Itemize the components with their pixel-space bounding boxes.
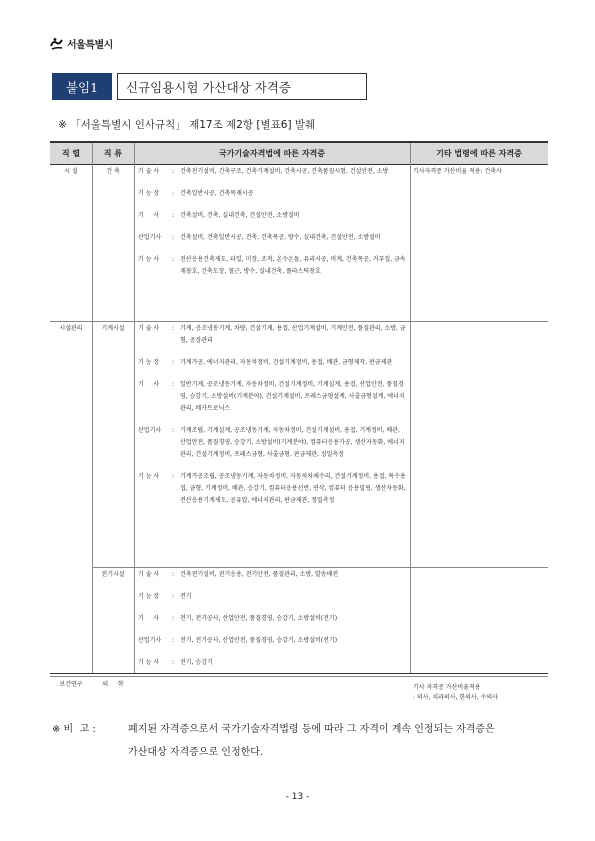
header-other: 기타 법령에 따른 자격증 bbox=[436, 149, 522, 158]
series-cell: 시 설 bbox=[64, 168, 78, 175]
cert-entry: 기 능 사 : 전기, 승강기 bbox=[138, 659, 213, 666]
other-cert-cell bbox=[413, 683, 545, 703]
series-cell: 보건연구 bbox=[59, 681, 83, 688]
cert-entry: 기 사 : 일반기계, 공조냉동기계, 자동차정비, 건설기계정비, 기계설계, 용접, 산업안전, 품질경영, 승강기, 소방설비(기계분야), 건설기계설비, 프레스금형설계, 사출금형설계, 에너지관리, 메카트로닉스 bbox=[138, 381, 405, 412]
seoul-logo bbox=[50, 36, 113, 51]
cert-entry: 기 능 사 : 기계가공조립, 공조냉동기계, 자동차정비, 자동차차체수리, 건설기계정비, 용접, 특수용접, 금형, 기계정비, 배관, 승강기, 컴퓨터응용선반, 연삭, 컴퓨터 응용밀링, 생산자동화, 전산응용기계제도, 공유압, 에너지관리, 판금제관, 정밀측정 bbox=[138, 473, 406, 504]
category-cell: 의 학 bbox=[102, 681, 124, 688]
national-cert-list bbox=[138, 323, 406, 517]
category-cell: 기계시설 bbox=[101, 325, 125, 332]
national-cert-list bbox=[138, 569, 406, 679]
page-title: 신규임용시험 가산대상 자격증 bbox=[117, 73, 367, 100]
row-divider bbox=[92, 567, 548, 568]
page-number: - 13 - bbox=[285, 792, 310, 802]
cert-entry: 기 술 사 : 기계, 공조냉동기계, 차량, 건설기계, 용접, 산업기계설비, 기계안전, 품질관리, 소방, 금형, 공장관리 bbox=[138, 325, 406, 344]
remark-note bbox=[52, 718, 495, 764]
cert-entry: 기 능 장 : 전기 bbox=[138, 593, 192, 600]
category-cell: 건 축 bbox=[106, 168, 120, 175]
cert-entry: 기 술 사 : 건축전기설비, 전기응용, 전기안전, 품질관리, 소방, 발송배전 bbox=[138, 571, 339, 578]
reference-line: ※ 「서울특별시 인사규칙」 제17조 제2항 [별표6] 발췌 bbox=[58, 119, 316, 131]
remark-text: 폐지된 자격증으로서 국가기술자격법령 등에 따라 그 자격이 계속 인정되는 자격증은 bbox=[128, 724, 495, 735]
cert-entry: 기 능 사 : 전산응용건축제도, 타일, 미장, 조적, 온수온돌, 유리시공, 비계, 건축목공, 거푸집, 금속재창호, 건축도장, 철근, 방수, 실내건축, 플라스틱창호 bbox=[138, 256, 406, 275]
cert-entry: 기 사 : 전기, 전기공사, 산업안전, 품질경영, 승강기, 소방설비(전기) bbox=[138, 615, 338, 622]
cert-entry: 산업기사 : 건축설비, 건축일반시공, 건축, 건축목공, 방수, 실내건축, 건설안전, 소방설비 bbox=[138, 234, 381, 241]
qualification-table bbox=[50, 141, 548, 701]
cert-entry: 산업기사 : 기계조립, 기계설계, 공조냉동기계, 자동차정비, 건설기계설비, 용접, 기계정비, 배관, 산업안전, 품질경영, 승강기, 소방설비(기계분야), 컴퓨터응용가공, 생산자동화, 에너지관리, 건설기계정비, 프레스금형, 사출금형, 판금제관, 정밀측정 bbox=[138, 427, 405, 458]
seoul-logo-icon bbox=[50, 37, 64, 51]
row-divider bbox=[50, 321, 548, 322]
title-bar bbox=[52, 73, 367, 100]
appendix-tag: 붙임1 bbox=[52, 73, 112, 100]
header-series: 직 렬 bbox=[61, 149, 81, 158]
other-cert-line: : 의사, 치과의사, 한의사, 수의사 bbox=[413, 694, 498, 701]
national-cert-list bbox=[138, 166, 406, 288]
cert-entry: 기 술 사 : 건축전기설비, 건축구조, 건축기계설비, 건축시공, 건축품질시험, 건설안전, 소방 bbox=[138, 168, 389, 175]
cert-entry: 기 능 장 : 건축일반시공, 건축목재시공 bbox=[138, 190, 254, 197]
remark-text: 가산대상 자격증으로 인정한다. bbox=[128, 747, 264, 758]
other-cert-line: 기사 자격증 가산비율적용 bbox=[413, 684, 481, 691]
other-cert-cell: 기사자격증 가산비율 적용: 건축사 bbox=[413, 168, 502, 175]
header-national: 국가기술자격법에 따른 자격증 bbox=[218, 149, 326, 158]
remark-label: ※ 비 고 : bbox=[52, 724, 96, 735]
cert-entry: 기 사 : 건축설비, 건축, 실내건축, 건설안전, 소방설비 bbox=[138, 212, 300, 219]
cert-entry: 기 능 장 : 기계가공, 에너지관리, 자동차정비, 건설기계정비, 용접, 배관, 금형제작, 판금제관 bbox=[138, 359, 393, 366]
cert-entry: 산업기사 : 전기, 전기공사, 산업안전, 품질경영, 승강기, 소방설비(전기) bbox=[138, 637, 338, 644]
logo-text: 서울특별시 bbox=[67, 40, 113, 51]
series-cell: 시설관리 bbox=[59, 325, 83, 332]
category-cell: 전기시설 bbox=[101, 571, 125, 578]
header-category: 직 류 bbox=[103, 149, 123, 158]
